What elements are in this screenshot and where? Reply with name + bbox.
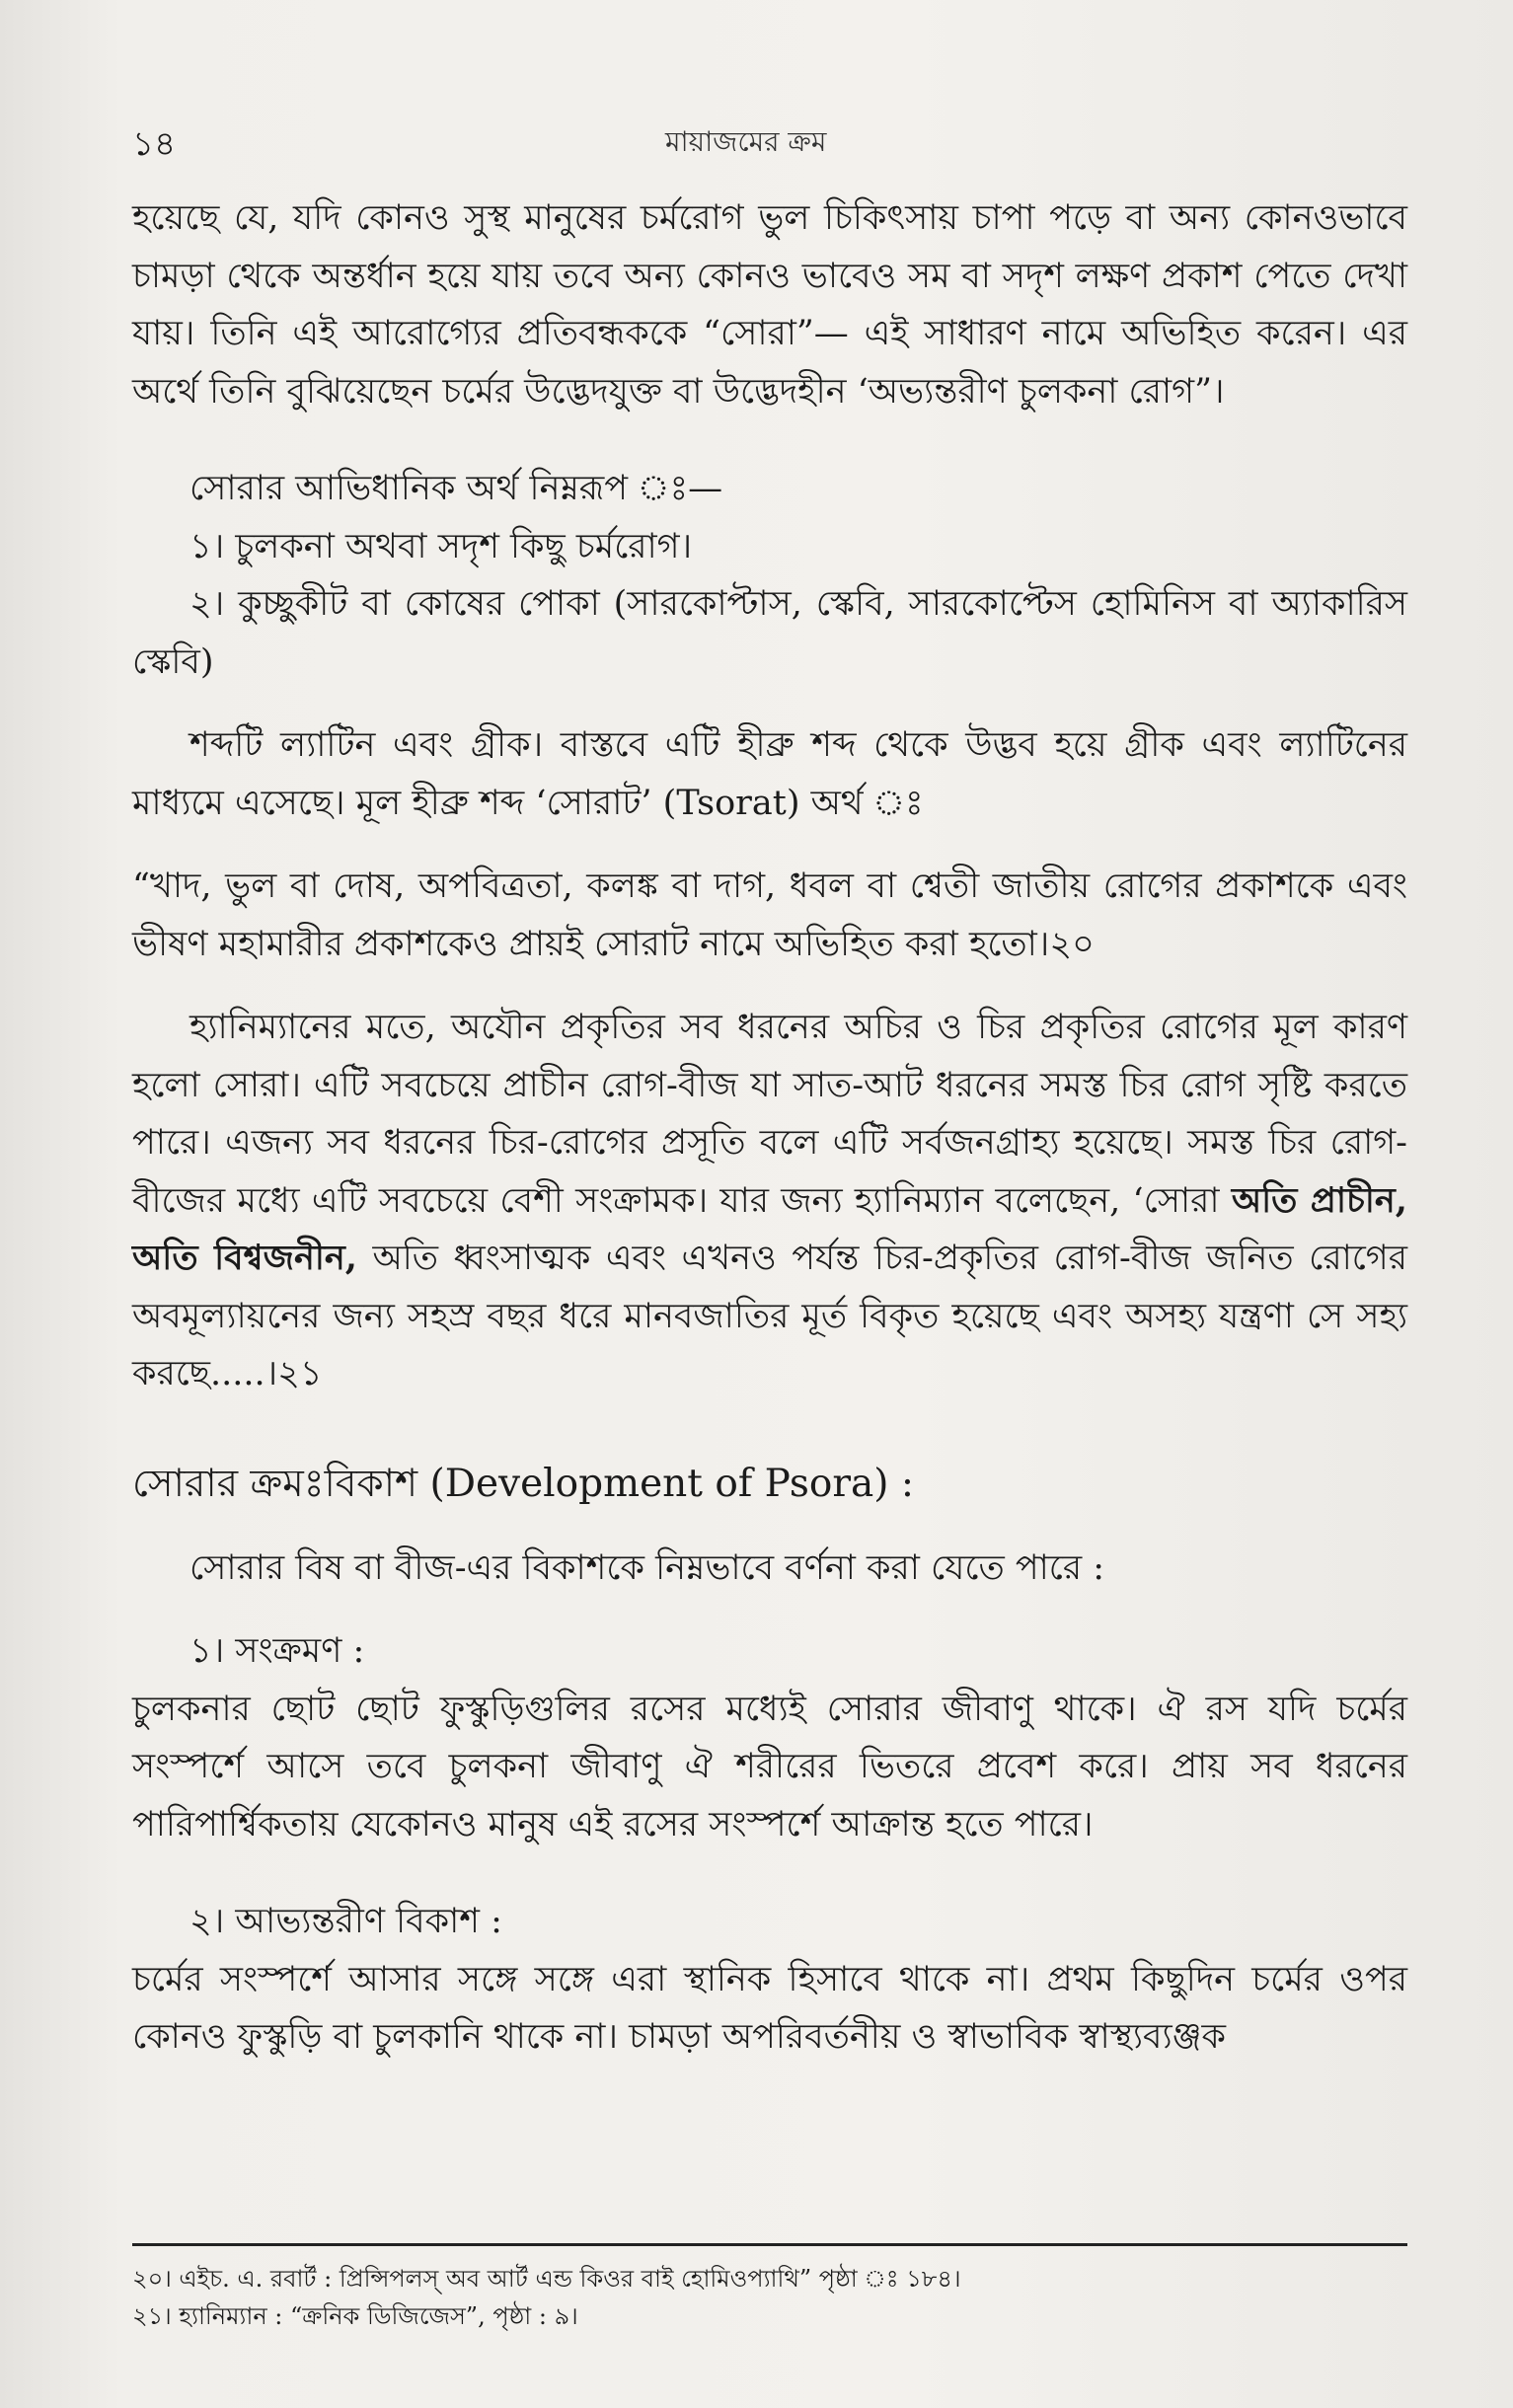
footnote-20: ২০। এইচ. এ. রবার্ট : প্রিন্সিপলস্ অব আর্ট এন্ড কিওর বাই হোমিওপ্যাথি” পৃষ্ঠা ঃ ১৮৪। xyxy=(132,2265,961,2293)
paragraph-hahnemann-part2: অতি ধ্বংসাত্মক এবং এখনও পর্যন্ত চির-প্রকৃতির রোগ-বীজ জনিত রোগের অবমূল্যায়নের জন্য সহস্র বছর ধরে মানবজাতির মূর্ত বিকৃত হয়েছে এবং অসহ্য যন্ত্রণা সে সহ্য করছে.....।২১ xyxy=(132,1239,1407,1393)
footnote-divider xyxy=(132,2243,1407,2246)
running-title: মায়াজমের ক্রম xyxy=(665,125,827,158)
subheading-internal-development: ২। আভ্যন্তরীণ বিকাশ : xyxy=(189,1902,502,1941)
subheading-infection: ১। সংক্রমণ : xyxy=(189,1631,365,1671)
footnotes xyxy=(132,2260,1407,2335)
paragraph-hahnemann-part1: হ্যানিম্যানের মতে, অযৌন প্রকৃতির সব ধরনের অচির ও চির প্রকৃতির রোগের মূল কারণ হলো সোরা। এটি সবচেয়ে প্রাচীন রোগ-বীজ যা সাত-আট ধরনের সমস্ত চির রোগ সৃষ্টি করতে পারে। এজন্য সব ধরনের চির-রোগের প্রসূতি বলে এটি সর্বজনগ্রাহ্য হয়েছে। সমস্ত চির রোগ-বীজের মধ্যে এটি সবচেয়ে বেশী সংক্রামক। যার জন্য হ্যানিম্যান বলেছেন, ‘সোরা xyxy=(132,1008,1407,1221)
paragraph-etymology: শব্দটি ল্যাটিন এবং গ্রীক। বাস্তবে এটি হীব্রু শব্দ থেকে উদ্ভব হয়ে গ্রীক এবং ল্যাটিনের মাধ্যমে এসেছে। মূল হীব্রু শব্দ ‘সোরাট’ (Tsorat) অর্থ ঃ xyxy=(132,725,1407,823)
running-head xyxy=(132,118,1396,178)
section-heading: সোরার ক্রমঃবিকাশ (Development of Psora) : xyxy=(132,1461,914,1506)
body-text xyxy=(132,189,1407,2067)
list-item-1: ১। চুলকনা অথবা সদৃশ কিছু চর্মরোগ। xyxy=(189,526,693,566)
paragraph-quote: “খাদ, ভুল বা দোষ, অপবিত্রতা, কলঙ্ক বা দাগ, ধবল বা শ্বেতী জাতীয় রোগের প্রকাশকে এবং ভীষণ মহামারীর প্রকাশকেও প্রায়ই সোরাট নামে অভিহিত করা হতো।২০ xyxy=(132,866,1407,964)
paragraph-hahnemann-bold: অতি প্রাচীন, অতি বিশ্বজনীন, xyxy=(132,1179,1407,1278)
paragraph-internal-development: চর্মের সংস্পর্শে আসার সঙ্গে সঙ্গে এরা স্থানিক হিসাবে থাকে না। প্রথম কিছুদিন চর্মের ওপর কোনও ফুস্কুড়ি বা চুলকানি থাকে না। চামড়া অপরিবর্তনীয় ও স্বাভাবিক স্বাস্থ্যব্যঞ্জক xyxy=(132,1959,1407,2057)
paragraph-infection: চুলকনার ছোট ছোট ফুস্কুড়িগুলির রসের মধ্যেই সোরার জীবাণু থাকে। ঐ রস যদি চর্মের সংস্পর্শে আসে তবে চুলকনা জীবাণু ঐ শরীরের ভিতরে প্রবেশ করে। প্রায় সব ধরনের পারিপার্শ্বিকতায় যেকোনও মানুষ এই রসের সংস্পর্শে আক্রান্ত হতে পারে। xyxy=(132,1689,1407,1844)
paragraph-hahnemann xyxy=(132,999,1407,1403)
paragraph-development-intro: সোরার বিষ বা বীজ-এর বিকাশকে নিম্নভাবে বর্ণনা করা যেতে পারে : xyxy=(189,1547,1104,1588)
list-item-2: ২। কুচ্ছুকীট বা কোষের পোকা (সারকোপ্টাস, স্কেবি, সারকোপ্টেস হোমিনিস বা অ্যাকারিস স্কেবি) xyxy=(132,584,1407,682)
paragraph-continuation: হয়েছে যে, যদি কোনও সুস্থ মানুষের চর্মরোগ ভুল চিকিৎসায় চাপা পড়ে বা অন্য কোনওভাবে চামড়া থেকে অন্তর্ধান হয়ে যায় তবে অন্য কোনও ভাবেও সম বা সদৃশ লক্ষণ প্রকাশ পেতে দেখা যায়। তিনি এই আরোগ্যের প্রতিবন্ধককে “সোরা”— এই সাধারণ নামে অভিহিত করেন। এর অর্থে তিনি বুঝিয়েছেন চর্মের উদ্ভেদযুক্ত বা উদ্ভেদহীন ‘অভ্যন্তরীণ চুলকনা রোগ”। xyxy=(132,198,1407,412)
paragraph-dictionary-meaning: সোরার আভিধানিক অর্থ নিম্নরূপ ঃ— xyxy=(189,469,723,508)
footnote-21: ২১। হ্যানিম্যান : “ক্রনিক ডিজিজেস”, পৃষ্ঠা : ৯। xyxy=(132,2302,578,2330)
page-number: ১৪ xyxy=(132,124,177,164)
